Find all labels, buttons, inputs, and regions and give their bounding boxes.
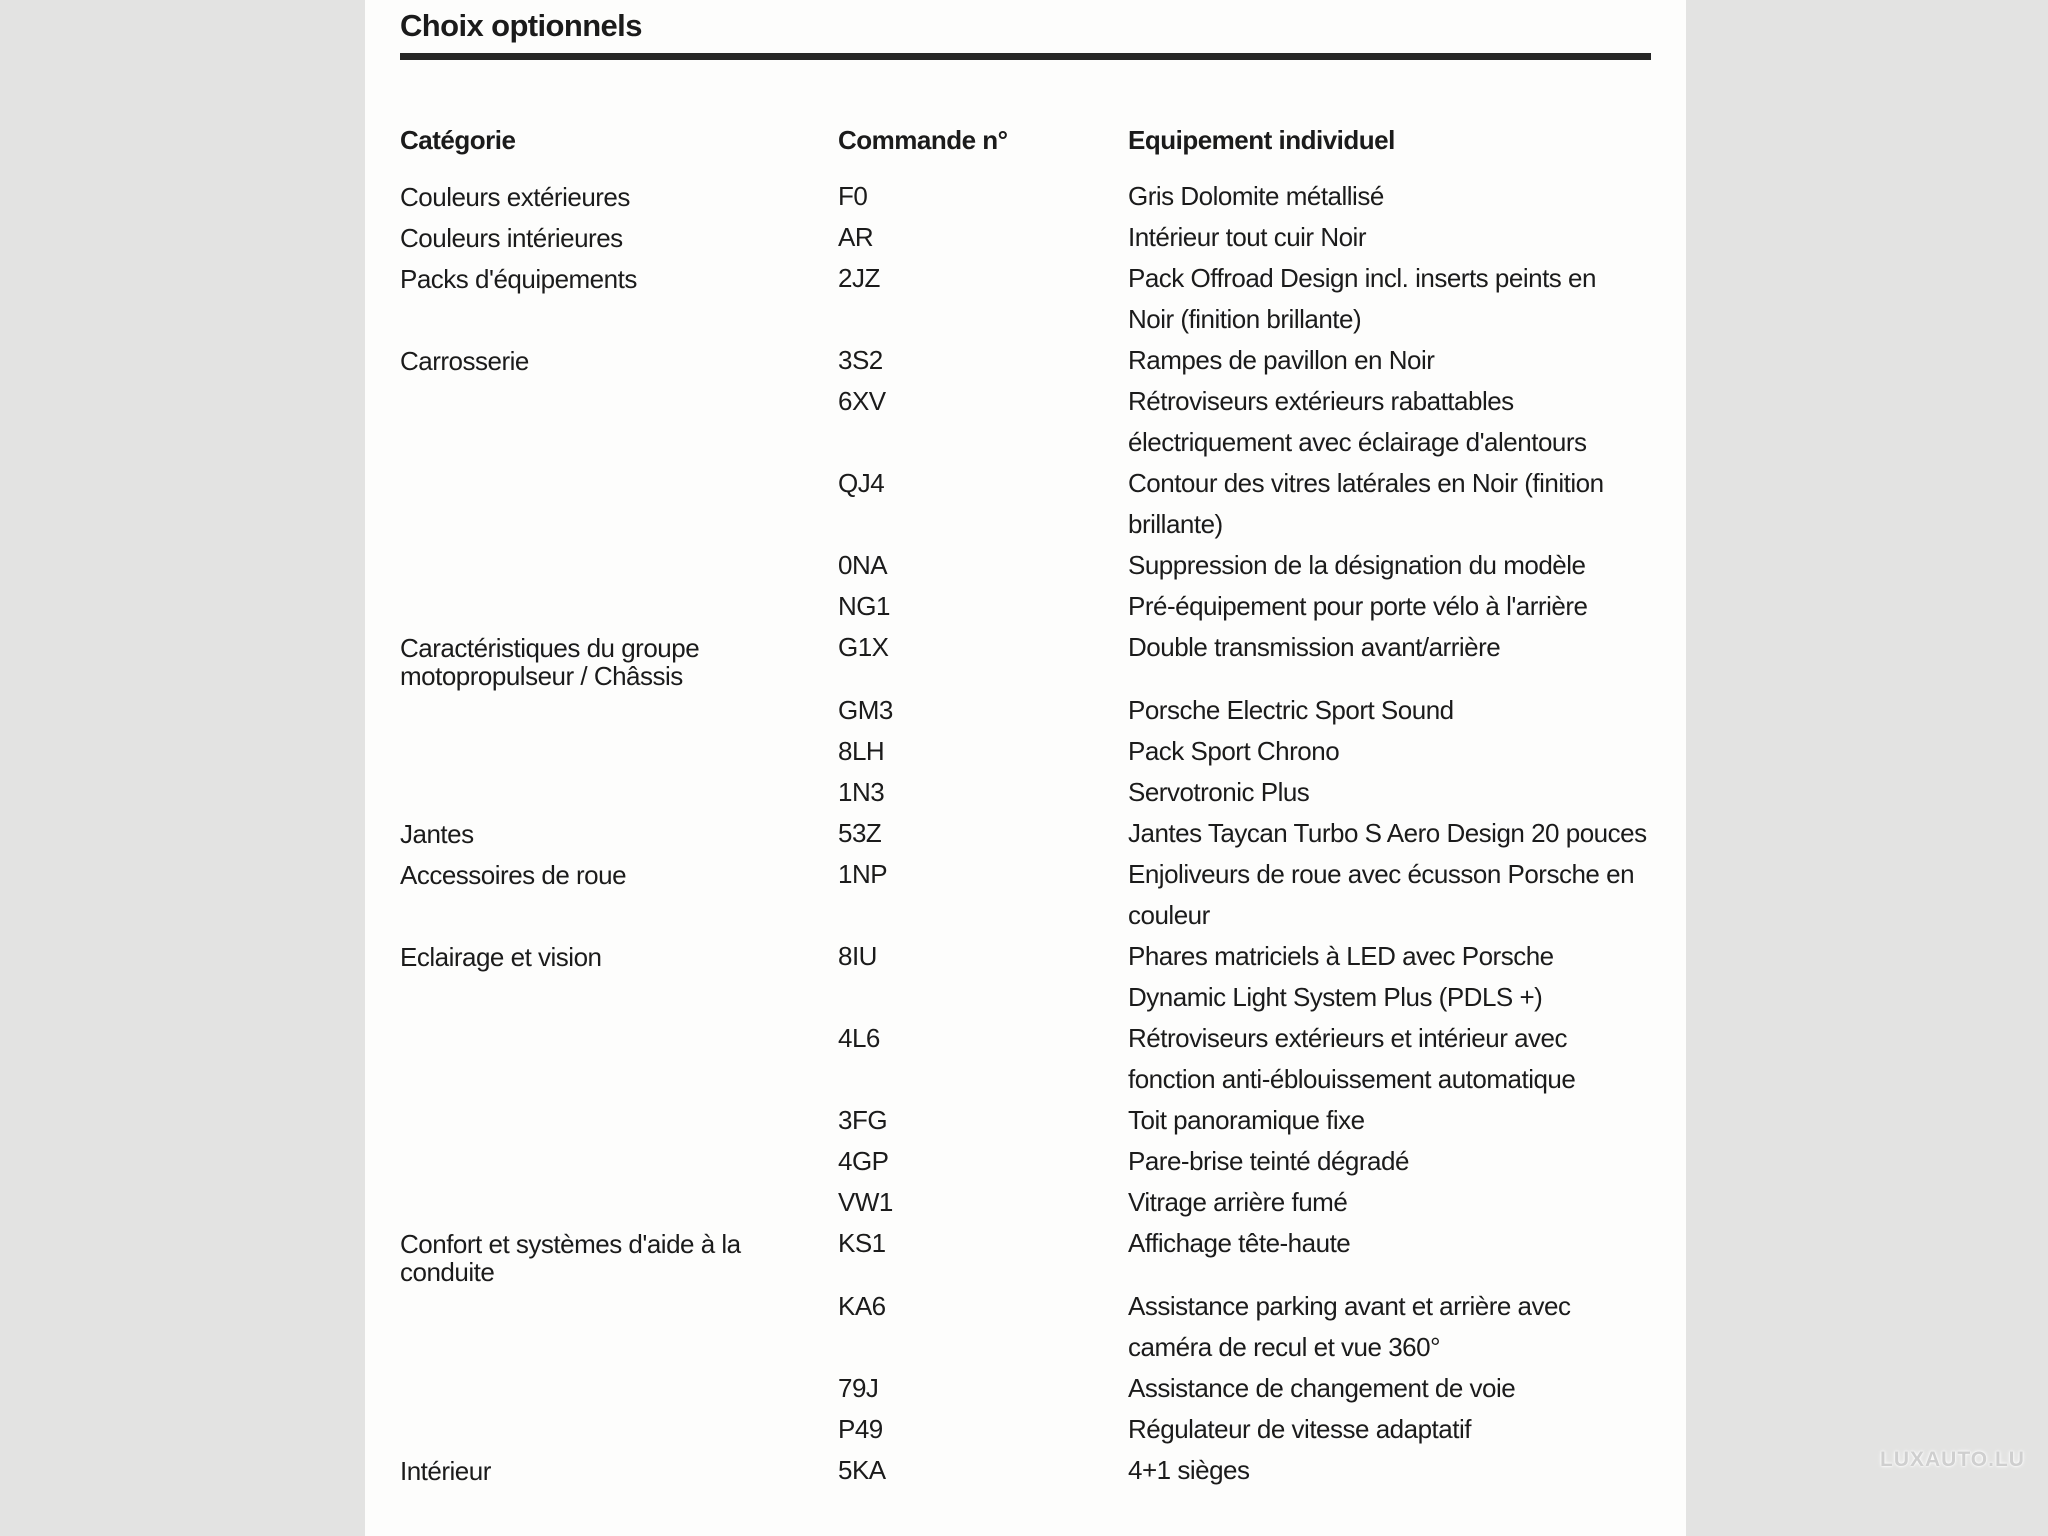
header-equipment: Equipement individuel bbox=[1128, 125, 1395, 155]
category-cell bbox=[400, 1409, 838, 1416]
code-cell: 53Z bbox=[838, 818, 882, 848]
category-cell: Accessoires de roue bbox=[400, 860, 627, 890]
category-cell bbox=[400, 463, 838, 470]
category-cell bbox=[400, 1018, 838, 1025]
code-cell: 1NP bbox=[838, 859, 888, 889]
category-cell bbox=[400, 1182, 838, 1189]
category-cell bbox=[400, 545, 838, 552]
table-row bbox=[400, 545, 1651, 586]
table-row bbox=[400, 586, 1651, 627]
equipment-cell: Régulateur de vitesse adaptatif bbox=[1128, 1414, 1471, 1444]
category-cell bbox=[400, 1100, 838, 1107]
table-row bbox=[400, 217, 1651, 258]
category-cell: Jantes bbox=[400, 819, 474, 849]
table-row bbox=[400, 1450, 1651, 1491]
table-row bbox=[400, 690, 1651, 731]
category-cell bbox=[400, 1368, 838, 1375]
category-cell: Confort et systèmes d'aide à la conduite bbox=[400, 1229, 741, 1287]
table-row bbox=[400, 381, 1651, 463]
code-cell: F0 bbox=[838, 181, 868, 211]
code-cell: 4L6 bbox=[838, 1023, 880, 1053]
equipment-cell: Enjoliveurs de roue avec écusson Porsche en couleur bbox=[1128, 859, 1635, 930]
equipment-cell: Assistance parking avant et arrière avec caméra de recul et vue 360° bbox=[1128, 1291, 1571, 1362]
code-cell: P49 bbox=[838, 1414, 883, 1444]
category-cell: Eclairage et vision bbox=[400, 942, 602, 972]
equipment-cell: Porsche Electric Sport Sound bbox=[1128, 695, 1454, 725]
category-cell: Intérieur bbox=[400, 1456, 491, 1486]
code-cell: KS1 bbox=[838, 1228, 886, 1258]
table-header-row bbox=[400, 120, 1651, 161]
table-row bbox=[400, 1141, 1651, 1182]
table-row bbox=[400, 936, 1651, 1018]
equipment-cell: Jantes Taycan Turbo S Aero Design 20 pouces bbox=[1128, 818, 1647, 848]
category-cell: Packs d'équipements bbox=[400, 264, 637, 294]
document-sheet bbox=[365, 0, 1686, 1536]
category-cell bbox=[400, 1286, 838, 1293]
code-cell: 79J bbox=[838, 1373, 879, 1403]
equipment-cell: Pare-brise teinté dégradé bbox=[1128, 1146, 1409, 1176]
table-row bbox=[400, 1368, 1651, 1409]
table-row bbox=[400, 627, 1651, 690]
header-code: Commande n° bbox=[838, 125, 1008, 155]
equipment-cell: 4+1 sièges bbox=[1128, 1455, 1250, 1485]
table-row bbox=[400, 1286, 1651, 1368]
code-cell: 3S2 bbox=[838, 345, 883, 375]
equipment-cell: Affichage tête-haute bbox=[1128, 1228, 1351, 1258]
category-cell bbox=[400, 381, 838, 388]
equipment-cell: Phares matriciels à LED avec Porsche Dynamic Light System Plus (PDLS +) bbox=[1128, 941, 1554, 1012]
code-cell: 0NA bbox=[838, 550, 888, 580]
code-cell: 5KA bbox=[838, 1455, 886, 1485]
category-cell: Couleurs intérieures bbox=[400, 223, 623, 253]
table-row bbox=[400, 258, 1651, 340]
equipment-cell: Rampes de pavillon en Noir bbox=[1128, 345, 1435, 375]
equipment-cell: Contour des vitres latérales en Noir (finition brillante) bbox=[1128, 468, 1604, 539]
category-cell: Carrosserie bbox=[400, 346, 529, 376]
document-title: Choix optionnels bbox=[400, 8, 642, 43]
equipment-cell: Toit panoramique fixe bbox=[1128, 1105, 1365, 1135]
equipment-cell: Double transmission avant/arrière bbox=[1128, 632, 1501, 662]
code-cell: 6XV bbox=[838, 386, 886, 416]
equipment-cell: Servotronic Plus bbox=[1128, 777, 1310, 807]
options-table bbox=[400, 176, 1651, 1491]
equipment-cell: Pack Offroad Design incl. inserts peints en Noir (finition brillante) bbox=[1128, 263, 1596, 334]
equipment-cell: Gris Dolomite métallisé bbox=[1128, 181, 1384, 211]
category-cell bbox=[400, 1141, 838, 1148]
code-cell: VW1 bbox=[838, 1187, 893, 1217]
table-row bbox=[400, 1223, 1651, 1286]
code-cell: 2JZ bbox=[838, 263, 880, 293]
equipment-cell: Suppression de la désignation du modèle bbox=[1128, 550, 1586, 580]
category-cell: Couleurs extérieures bbox=[400, 182, 630, 212]
header-category: Catégorie bbox=[400, 125, 516, 155]
table-row bbox=[400, 813, 1651, 854]
watermark: LUXAUTO.LU bbox=[1880, 1448, 2025, 1471]
code-cell: G1X bbox=[838, 632, 889, 662]
code-cell: 4GP bbox=[838, 1146, 889, 1176]
category-cell bbox=[400, 772, 838, 779]
code-cell: GM3 bbox=[838, 695, 893, 725]
code-cell: 3FG bbox=[838, 1105, 888, 1135]
table-row bbox=[400, 463, 1651, 545]
table-row bbox=[400, 731, 1651, 772]
code-cell: 8IU bbox=[838, 941, 877, 971]
code-cell: NG1 bbox=[838, 591, 890, 621]
equipment-cell: Pack Sport Chrono bbox=[1128, 736, 1340, 766]
table-row bbox=[400, 340, 1651, 381]
equipment-cell: Pré-équipement pour porte vélo à l'arrière bbox=[1128, 591, 1588, 621]
equipment-cell: Rétroviseurs extérieurs et intérieur avec fonction anti-éblouissement automatique bbox=[1128, 1023, 1576, 1094]
table-row bbox=[400, 1018, 1651, 1100]
equipment-cell: Intérieur tout cuir Noir bbox=[1128, 222, 1366, 252]
table-row bbox=[400, 1409, 1651, 1450]
code-cell: KA6 bbox=[838, 1291, 886, 1321]
code-cell: AR bbox=[838, 222, 874, 252]
table-row bbox=[400, 176, 1651, 217]
code-cell: 1N3 bbox=[838, 777, 885, 807]
equipment-cell: Rétroviseurs extérieurs rabattables électriquement avec éclairage d'alentours bbox=[1128, 386, 1587, 457]
table-row bbox=[400, 1182, 1651, 1223]
equipment-cell: Assistance de changement de voie bbox=[1128, 1373, 1516, 1403]
code-cell: QJ4 bbox=[838, 468, 885, 498]
code-cell: 8LH bbox=[838, 736, 885, 766]
category-cell bbox=[400, 731, 838, 738]
table-row bbox=[400, 772, 1651, 813]
category-cell: Caractéristiques du groupe motopropulseur / Châssis bbox=[400, 633, 700, 691]
equipment-cell: Vitrage arrière fumé bbox=[1128, 1187, 1348, 1217]
table-row bbox=[400, 1100, 1651, 1141]
table-row bbox=[400, 854, 1651, 936]
category-cell bbox=[400, 690, 838, 697]
title-underline bbox=[400, 53, 1651, 60]
category-cell bbox=[400, 586, 838, 593]
